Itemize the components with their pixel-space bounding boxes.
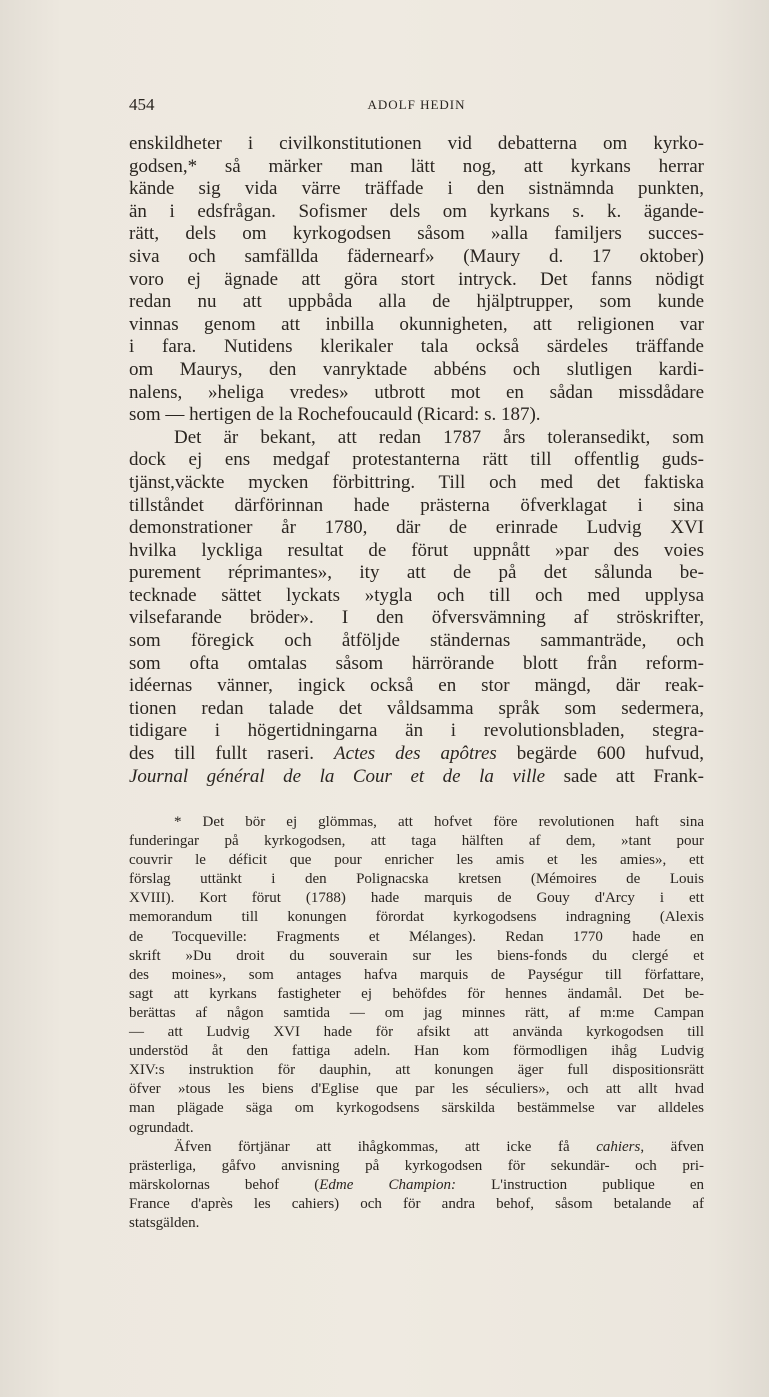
footnote-line: couvrir le déficit que pour enricher les amis et les amies», ett (129, 852, 704, 869)
text-fragment: märskolornas behof ( (129, 1176, 320, 1193)
footnote-line: France d'après les cahiers) och för andra behof, såsom betalande af (129, 1195, 704, 1212)
text-line: vinnas genom att inbilla okunnigheten, att religionen var (129, 313, 704, 335)
text-line: voro ej ägnade att göra stort intryck. Det fanns nödigt (129, 268, 704, 290)
footnote-line: XIV:s instruktion för dauphin, att konungen äger full dispositionsrätt (129, 1062, 704, 1079)
italic-author: Edme Champion: (319, 1176, 456, 1193)
text-line (129, 766, 704, 789)
footnote-line: de Tocqueville: Fragments et Mélanges). Redan 1770 hade en (129, 928, 704, 945)
footnote-line: funderingar på kyrkogodsen, att taga hälften af dem, »tant pour (129, 833, 704, 850)
text-line: nalens, »heliga vredes» utbrott mot en sådan missdådare (129, 381, 704, 403)
page-number: 454 (129, 95, 155, 114)
text-fragment: begärde 600 hufvud, (496, 743, 704, 765)
text-line: som ofta omtalas såsom härrörande blott från reform- (129, 652, 704, 674)
text-line: kände sig vida värre träffade i den sistnämnda punkten, (129, 178, 704, 200)
text-line: tionen redan talade det våldsamma språk som sedermera, (129, 697, 704, 719)
text-line: dock ej ens medgaf protestanterna rätt till offentlig guds- (129, 449, 704, 471)
italic-title: Actes des apôtres (334, 743, 497, 765)
italic-term: cahiers (596, 1138, 641, 1155)
footnote-line: skrift »Du droit du souverain sur les biens-fonds du clergé et (129, 947, 704, 964)
footnote-line: — att Ludvig XVI hade för afsikt att använda kyrkogodsen till (129, 1024, 704, 1041)
text-line: som — hertigen de la Rochefoucauld (Ricard: s. 187). (129, 404, 541, 426)
footnote-line: sagt att kyrkans fastigheter ej behöfdes för hennes ändamål. Det be- (129, 985, 704, 1002)
text-line: siva och samfällda fädernearf» (Maury d. 17 oktober) (129, 245, 704, 267)
text-line: hvilka lyckliga resultat de förut uppnått »par des voies (129, 539, 704, 561)
text-line: idéernas vänner, ingick också en stor mängd, där reak- (129, 675, 704, 697)
text-line (129, 743, 704, 766)
main-text (129, 133, 704, 788)
footnotes (129, 813, 704, 1233)
footnote-line (129, 1138, 704, 1157)
text-fragment: sade att Frank- (545, 765, 704, 787)
footnote-line: * Det bör ej glömmas, att hofvet före revolutionen haft sina (174, 814, 704, 830)
text-line: vilsefarande bröder». I den öfversvämning af ströskrifter, (129, 607, 704, 629)
text-line: rätt, dels om kyrkogodsen såsom »alla familjers succes- (129, 223, 704, 245)
footnote-line: statsgälden. (129, 1214, 200, 1231)
running-head: ADOLF HEDIN (367, 97, 466, 112)
text-line: tillståndet därförinnan hade prästerna öfverklagat i sina (129, 494, 704, 516)
footnote-line: ogrundadt. (129, 1119, 194, 1136)
footnote-line: öfver »tous les biens d'Eglise que par les séculiers», och att allt hvad (129, 1081, 704, 1098)
text-line: purement réprimantes», ity att de på det sålunda be- (129, 562, 704, 584)
text-fragment: Äfven förtjänar att ihågkommas, att icke få (174, 1138, 597, 1155)
text-line: godsen,* så märker man lätt nog, att kyrkans herrar (129, 155, 704, 177)
footnote-line: memorandum till konungen förordat kyrkogodsens indragning (Alexis (129, 909, 704, 926)
text-line: tjänst,väckte mycken förbittring. Till och med det faktiska (129, 471, 704, 493)
text-fragment: , äfven (640, 1138, 704, 1155)
page-header (129, 95, 704, 119)
text-line: enskildheter i civilkonstitutionen vid debatterna om kyrko- (129, 133, 704, 154)
text-line: Det är bekant, att redan 1787 års toleransedikt, som (174, 426, 704, 448)
text-line: än i edsfrågan. Sofismer dels om kyrkans s. k. ägande- (129, 200, 704, 222)
footnote-line: prästerliga, gåfvo anvisning på kyrkogodsen för sekundär- och pri- (129, 1157, 704, 1174)
text-fragment: L'instruction publique en (455, 1176, 705, 1193)
text-line: demonstrationer år 1780, där de erinrade Ludvig XVI (129, 517, 704, 539)
footnote-line: berättas af någon samtida — om jag minnes rätt, af m:me Campan (129, 1004, 704, 1021)
text-line: tidigare i högertidningarna än i revolutionsbladen, stegra- (129, 720, 704, 742)
footnote-line: XVIII). Kort förut (1788) hade marquis de Gouy d'Arcy i ett (129, 890, 704, 907)
italic-title: Journal général de la Cour et de la ville (129, 765, 546, 787)
text-line: tecknade sättet lyckats »tygla och till och med upplysa (129, 584, 704, 606)
footnote-line (129, 1176, 704, 1195)
text-line: som föregick och åtföljde ständernas sammanträde, och (129, 630, 704, 652)
footnote-line: understöd åt den fattiga adeln. Han kom förmodligen ihåg Ludvig (129, 1043, 704, 1060)
footnote-line: des moines», som antages hafva marquis de Paységur till författare, (129, 966, 704, 983)
text-line: om Maurys, den vanryktade abbéns och slutligen kardi- (129, 358, 704, 380)
text-line: i fara. Nutidens klerikaler tala också särdeles träffande (129, 336, 704, 358)
footnote-line: förslag uttänkt i den Polignacska kretsen (Mémoires de Louis (129, 871, 704, 888)
text-line: redan nu att uppbåda alla de hjälptrupper, som kunde (129, 291, 704, 313)
text-fragment: des till fullt raseri. (129, 743, 335, 765)
footnote-line: man plägade säga om kyrkogodsens särskilda bestämmelse var alldeles (129, 1100, 704, 1117)
